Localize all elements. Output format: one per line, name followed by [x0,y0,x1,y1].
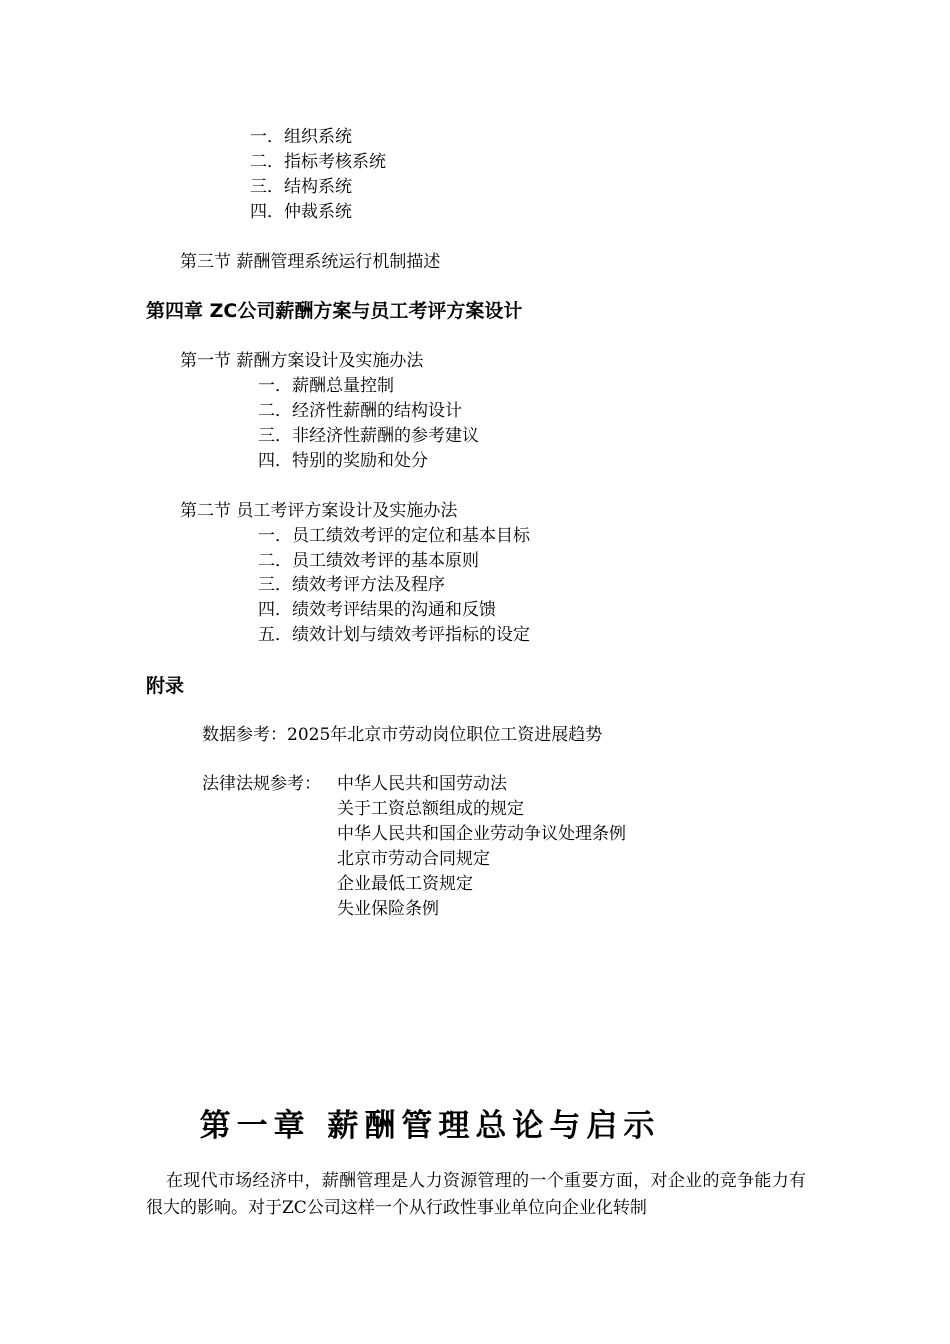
toc-law-label: 法律法规参考： [202,774,321,794]
toc-law-6: 失业保险条例 [337,899,439,919]
toc-ch4-s1-item-1: 一．薪酬总量控制 [258,376,394,396]
toc-ch3-item-4: 四．仲裁系统 [250,202,352,222]
toc-ch4-s1-item-4: 四．特别的奖励和处分 [258,451,428,471]
chapter-1-paragraph: 在现代市场经济中，薪酬管理是人力资源管理的一个重要方面，对企业的竞争能力有很大的影响。对于ZC公司这样一个从行政性事业单位向企业化转制 [146,1171,806,1218]
toc-ch4-s2-item-1: 一．员工绩效考评的定位和基本目标 [258,526,530,546]
toc-ch4-s2-item-3: 三．绩效考评方法及程序 [258,575,445,595]
toc-ch4-s2-item-5: 五．绩效计划与绩效考评指标的设定 [258,625,530,645]
toc-ch4-s2-item-4: 四．绩效考评结果的沟通和反馈 [258,600,496,620]
toc-ch3-item-1: 一．组织系统 [250,127,352,147]
toc-ch4-section-2: 第二节 员工考评方案设计及实施办法 [180,501,458,521]
toc-law-2: 关于工资总额组成的规定 [337,799,524,819]
toc-law-1: 中华人民共和国劳动法 [337,774,507,794]
toc-law-5: 企业最低工资规定 [337,874,473,894]
toc-ch3-item-3: 三．结构系统 [250,177,352,197]
toc-ch4-s1-item-2: 二．经济性薪酬的结构设计 [258,401,462,421]
toc-law-3: 中华人民共和国企业劳动争议处理条例 [337,824,626,844]
toc-ch3-item-2: 二．指标考核系统 [250,152,386,172]
toc-ch4-s2-item-2: 二．员工绩效考评的基本原则 [258,551,479,571]
toc-ch4-s1-item-3: 三．非经济性薪酬的参考建议 [258,426,479,446]
toc-appendix-title: 附录 [146,675,185,697]
toc-ch4-title: 第四章 ZC公司薪酬方案与员工考评方案设计 [146,300,523,322]
toc-ch3-section-3: 第三节 薪酬管理系统运行机制描述 [180,252,441,272]
toc-law-4: 北京市劳动合同规定 [337,849,490,869]
toc-ch4-section-1: 第一节 薪酬方案设计及实施办法 [180,351,424,371]
chapter-1-title: 第一章 薪酬管理总论与启示 [199,1108,661,1144]
toc-data-reference: 数据参考：2025年北京市劳动岗位职位工资进展趋势 [202,725,603,745]
